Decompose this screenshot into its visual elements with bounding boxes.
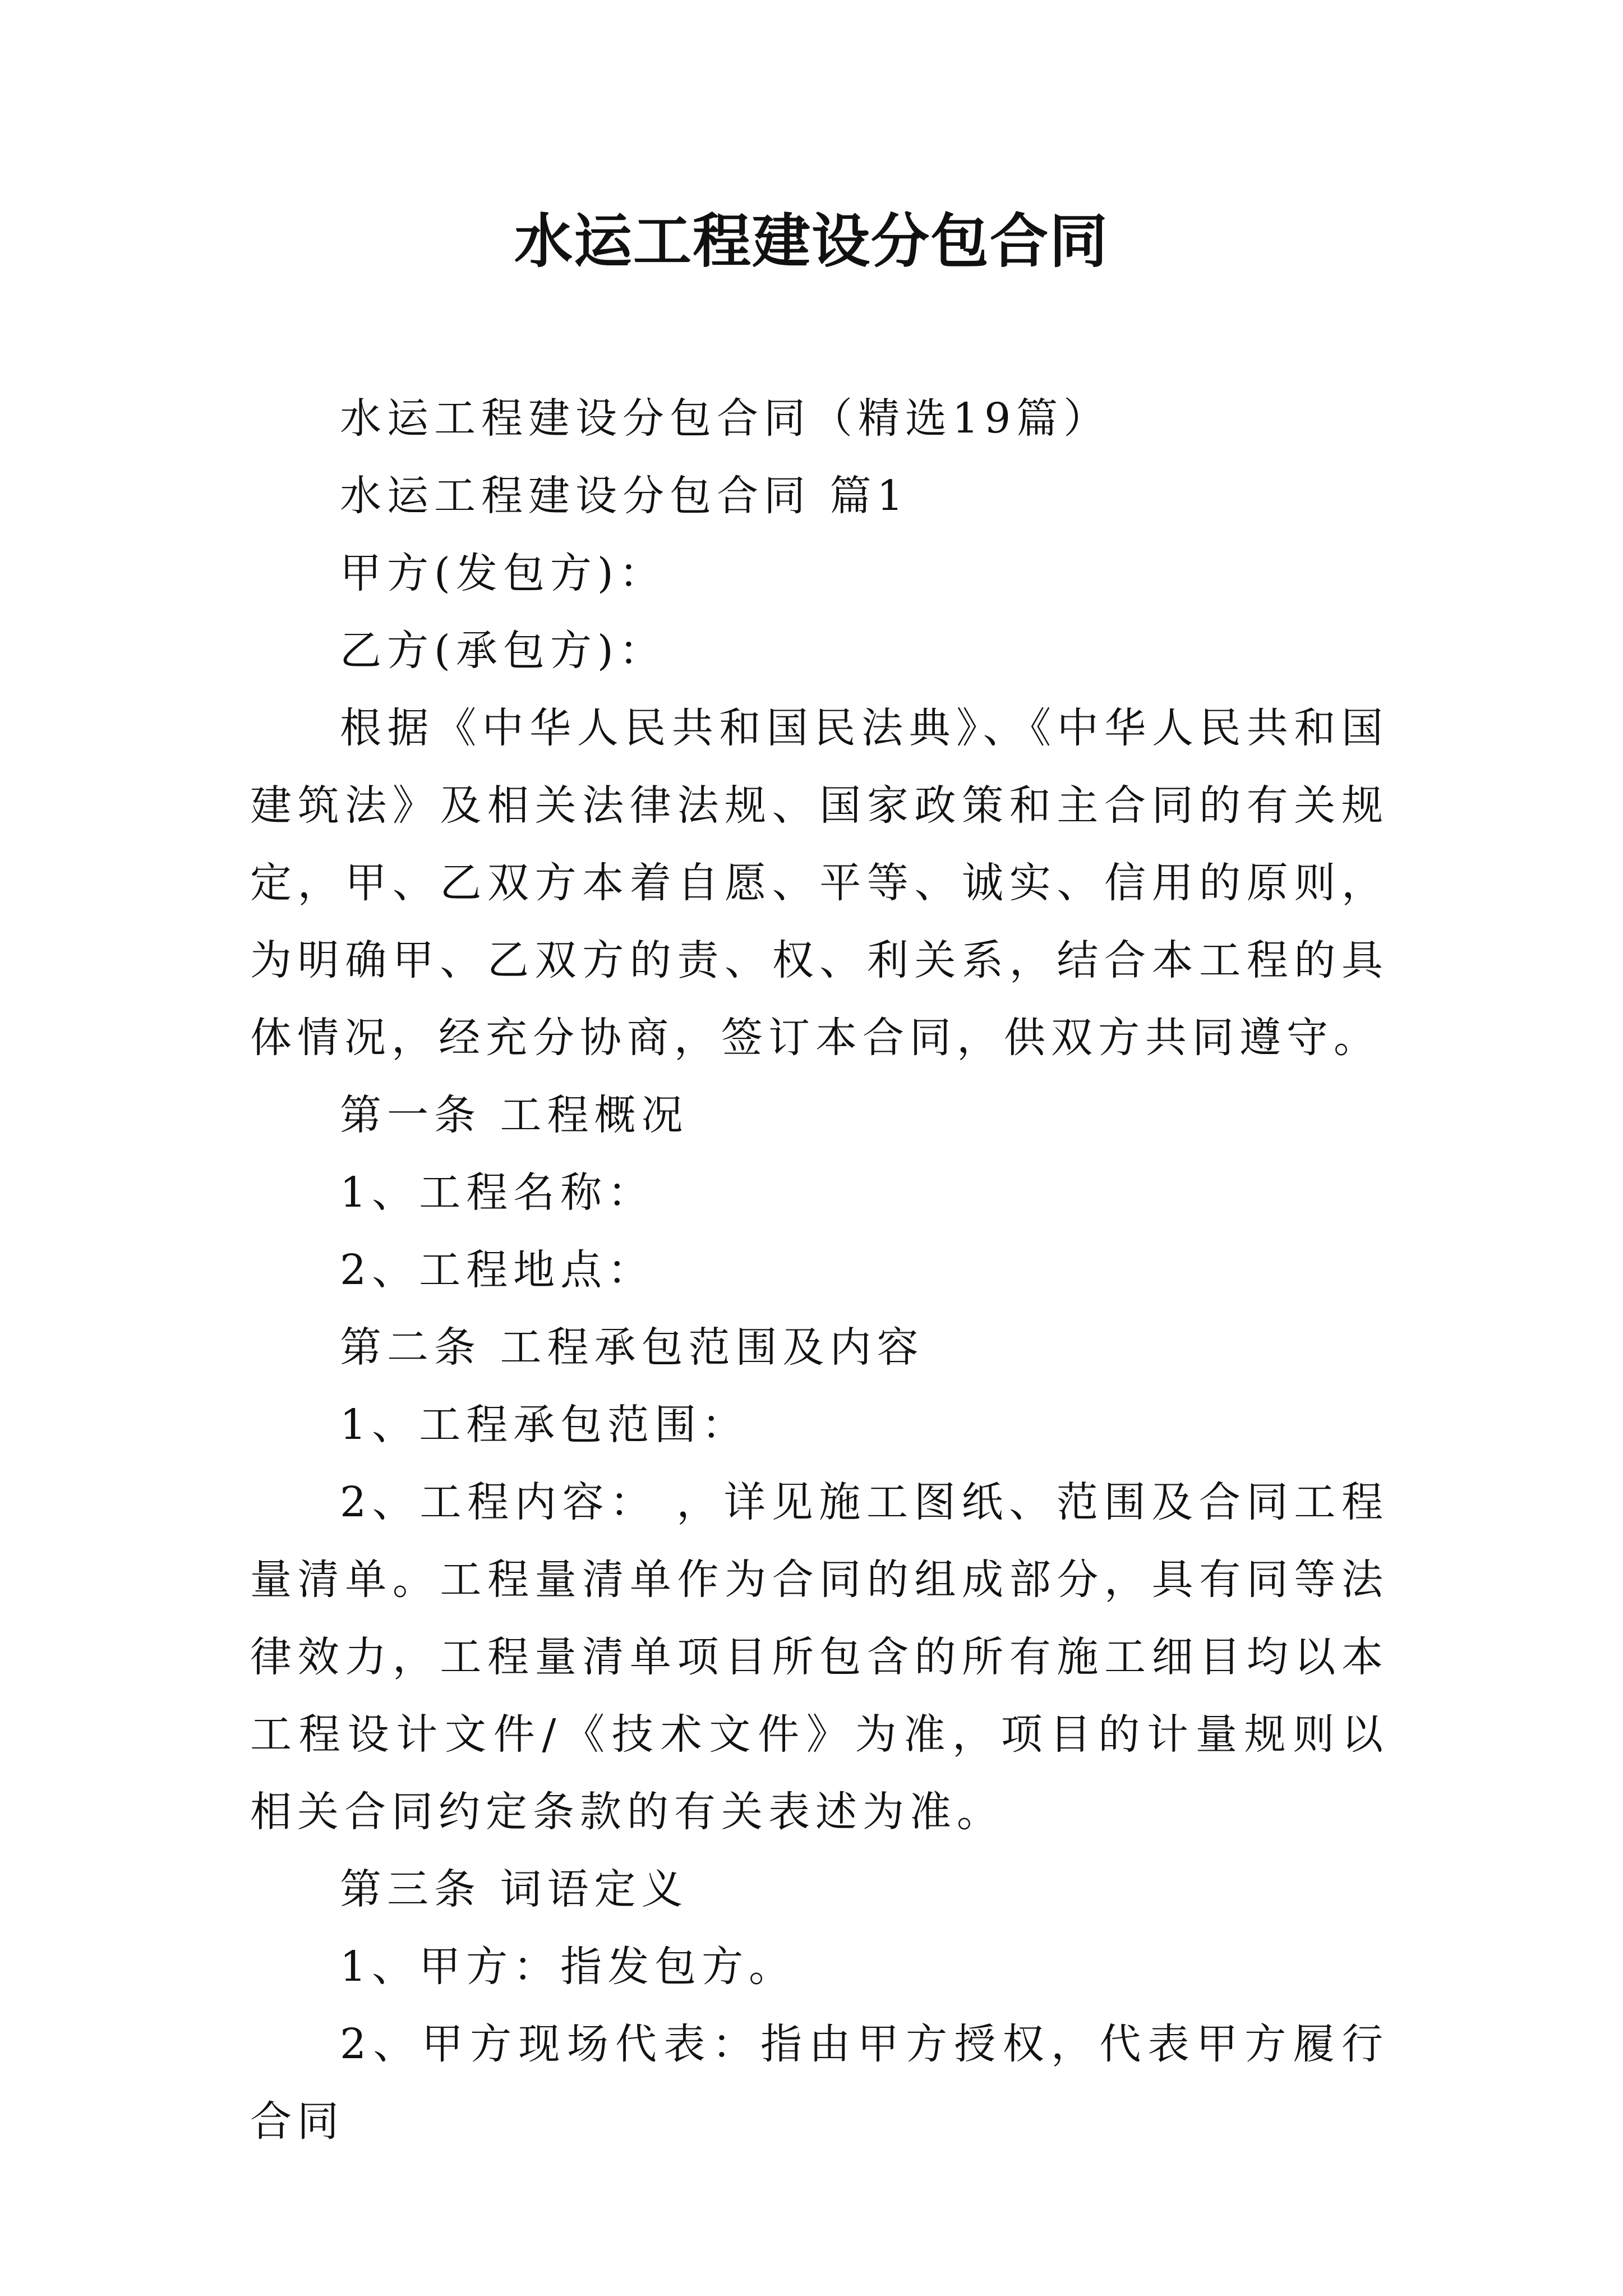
paragraph-preamble: 根据《中华人民共和国民法典》、《中华人民共和国建筑法》及相关法律法规、国家政策和主合同的有关规定，甲、乙双方本着自愿、平等、诚实、信用的原则，为明确甲、乙双方的责、权、利关系，结合本工程的具体情况，经充分协商，签订本合同，供双方共同遵守。 <box>250 704 1389 1062</box>
document-title: 水运工程建设分包合同 <box>514 206 1109 275</box>
document-body <box>250 380 1389 2160</box>
article-3-heading: 第三条 词语定义 <box>340 1865 689 1913</box>
article-1-item-2: 2、工程地点： <box>340 1246 655 1294</box>
article-3-item-1: 1、甲方：指发包方。 <box>340 1943 796 1991</box>
paragraph-party-a: 甲方(发包方)： <box>340 549 666 597</box>
article-1-heading: 第一条 工程概况 <box>340 1091 689 1139</box>
paragraph-party-b: 乙方(承包方)： <box>340 627 666 675</box>
article-2-item-1: 1、工程承包范围： <box>340 1401 749 1449</box>
paragraph-chapter-heading: 水运工程建设分包合同 篇1 <box>340 472 909 520</box>
article-2-heading: 第二条 工程承包范围及内容 <box>340 1323 924 1372</box>
paragraph-subtitle: 水运工程建设分包合同（精选19篇） <box>340 394 1111 443</box>
article-1-item-1: 1、工程名称： <box>340 1168 655 1217</box>
article-2-item-2: 2、工程内容： ，详见施工图纸、范围及合同工程量清单。工程量清单作为合同的组成部分，具有同等法律效力，工程量清单项目所包含的所有施工细目均以本工程设计文件/《技术文件》为准，项目的计量规则以相关合同约定条款的有关表述为准。 <box>250 1478 1389 1836</box>
article-3-item-2: 2、甲方现场代表：指由甲方授权，代表甲方履行合同 <box>250 2020 1389 2146</box>
